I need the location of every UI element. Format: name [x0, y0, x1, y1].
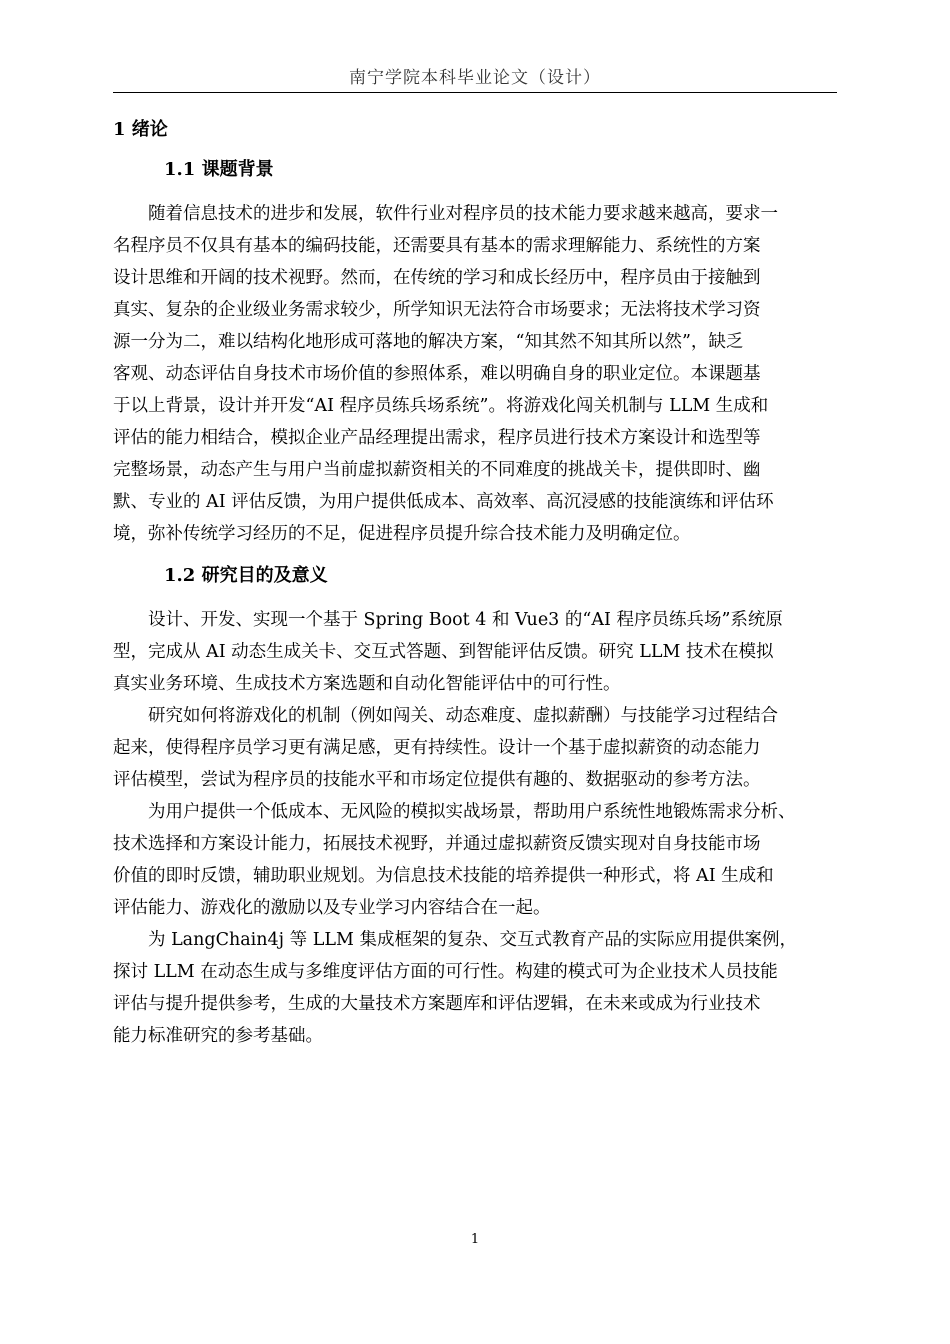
text-line: 真实业务环境、生成技术方案选题和自动化智能评估中的可行性。 [113, 674, 621, 694]
text-line: 随着信息技术的进步和发展，软件行业对程序员的技术能力要求越来越高，要求一 [148, 204, 778, 224]
text-line: 评估模型，尝试为程序员的技能水平和市场定位提供有趣的、数据驱动的参考方法。 [113, 770, 761, 790]
text-line: 默、专业的 AI 评估反馈，为用户提供低成本、高效率、高沉浸感的技能演练和评估环 [113, 492, 774, 512]
text-line: 真实、复杂的企业级业务需求较少，所学知识无法符合市场要求；无法将技术学习资 [113, 300, 761, 320]
text-line: 于以上背景，设计并开发“AI 程序员练兵场系统”。将游戏化闯关机制与 LLM 生成和 [113, 396, 769, 416]
paragraph [113, 796, 843, 924]
text-line: 技术选择和方案设计能力，拓展技术视野，并通过虚拟薪资反馈实现对自身技能市场 [113, 834, 761, 854]
paragraph [113, 924, 843, 1052]
text-line: 价值的即时反馈，辅助职业规划。为信息技术技能的培养提供一种形式，将 AI 生成和 [113, 866, 774, 886]
page-header: 南宁学院本科毕业论文（设计） [113, 64, 837, 93]
chapter-heading: 1 绪论 [113, 119, 168, 140]
section-heading: 1.1 课题背景 [164, 159, 274, 180]
text-line: 境，弥补传统学习经历的不足，促进程序员提升综合技术能力及明确定位。 [113, 524, 691, 544]
paragraph [113, 604, 843, 700]
text-line: 设计、开发、实现一个基于 Spring Boot 4 和 Vue3 的“AI 程序员练兵场”系统原 [148, 610, 783, 630]
text-line: 设计思维和开阔的技术视野。然而，在传统的学习和成长经历中，程序员由于接触到 [113, 268, 761, 288]
text-line: 源一分为二，难以结构化地形成可落地的解决方案，“知其然不知其所以然”，缺乏 [113, 332, 744, 352]
text-line: 完整场景，动态产生与用户当前虚拟薪资相关的不同难度的挑战关卡，提供即时、幽 [113, 460, 761, 480]
text-line: 能力标准研究的参考基础。 [113, 1026, 323, 1046]
text-line: 评估与提升提供参考，生成的大量技术方案题库和评估逻辑，在未来或成为行业技术 [113, 994, 761, 1014]
text-line: 客观、动态评估自身技术市场价值的参照体系，难以明确自身的职业定位。本课题基 [113, 364, 761, 384]
text-line: 评估的能力相结合，模拟企业产品经理提出需求，程序员进行技术方案设计和选型等 [113, 428, 761, 448]
text-line: 为 LangChain4j 等 LLM 集成框架的复杂、交互式教育产品的实际应用提供案例， [148, 930, 797, 950]
text-line: 评估能力、游戏化的激励以及专业学习内容结合在一起。 [113, 898, 551, 918]
text-line: 探讨 LLM 在动态生成与多维度评估方面的可行性。构建的模式可为企业技术人员技能 [113, 962, 778, 982]
page-number: 1 [470, 1232, 480, 1247]
section-heading: 1.2 研究目的及意义 [164, 565, 328, 586]
paragraph [113, 700, 843, 796]
section-purpose [113, 562, 843, 1052]
text-line: 起来，使得程序员学习更有满足感，更有持续性。设计一个基于虚拟薪资的动态能力 [113, 738, 761, 758]
paragraph [113, 198, 843, 550]
text-line: 名程序员不仅具有基本的编码技能，还需要具有基本的需求理解能力、系统性的方案 [113, 236, 761, 256]
text-line: 型，完成从 AI 动态生成关卡、交互式答题、到智能评估反馈。研究 LLM 技术在模拟 [113, 642, 774, 662]
section-background [113, 156, 843, 550]
text-line: 研究如何将游戏化的机制（例如闯关、动态难度、虚拟薪酬）与技能学习过程结合 [148, 706, 778, 726]
text-line: 为用户提供一个低成本、无风险的模拟实战场景，帮助用户系统性地锻炼需求分析、 [148, 802, 796, 822]
document-body [113, 116, 843, 1052]
